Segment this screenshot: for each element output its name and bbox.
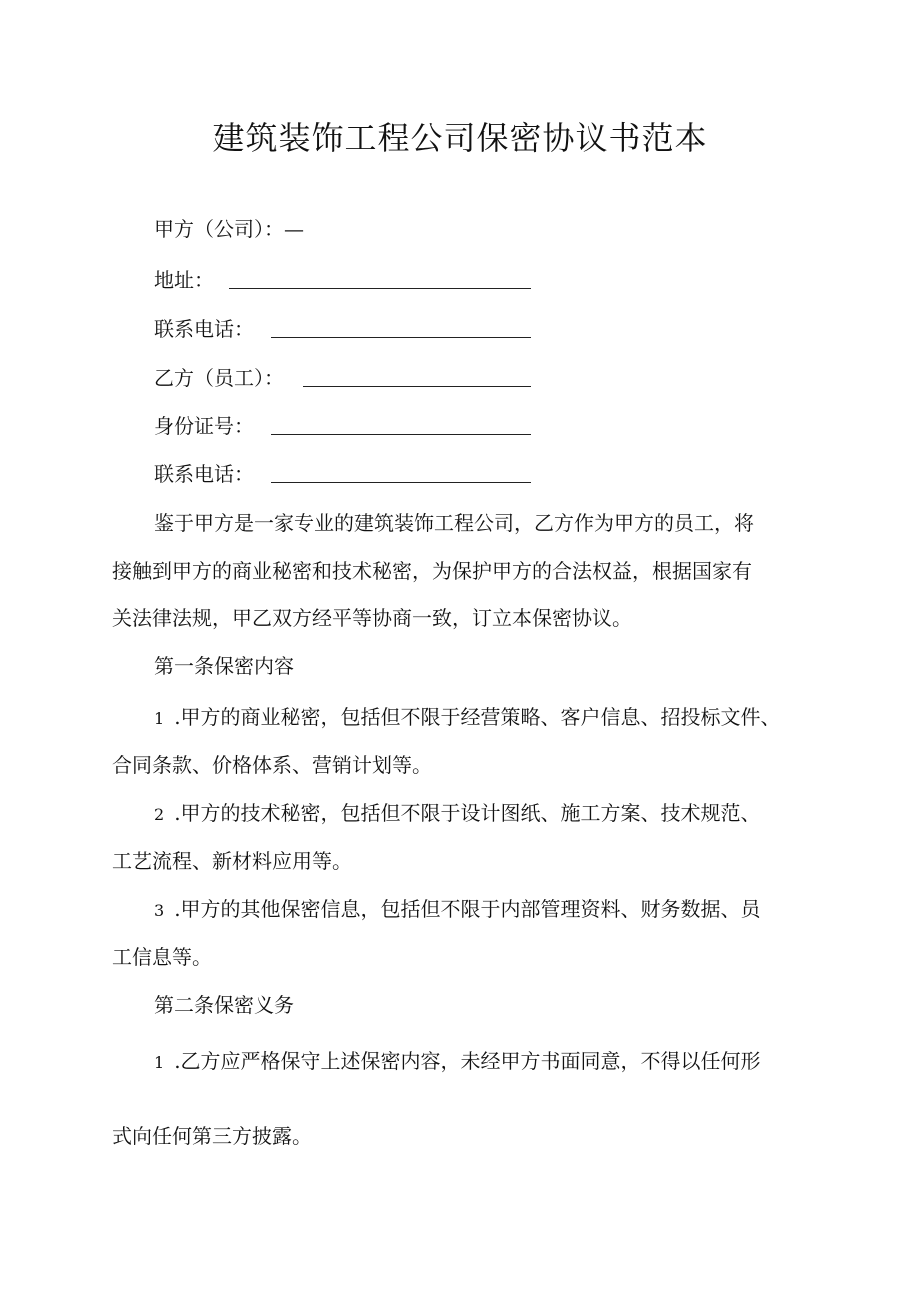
article-1-item-3-cont: 工信息等。 [112,945,212,969]
party-b-label: 乙方（员工）： [154,366,284,390]
address-blank-line[interactable] [229,288,531,289]
preamble-line-3: 关法律法规，甲乙双方经平等协商一致，订立本保密协议。 [112,606,632,630]
party-a-phone-label: 联系电话： [154,317,254,341]
item-number: 3 [154,901,165,920]
article-2-heading: 第二条保密义务 [154,993,294,1017]
item-text: .甲方的商业秘密，包括但不限于经营策略、客户信息、招投标文件、 [174,705,781,729]
article-1-item-1-cont: 合同条款、价格体系、营销计划等。 [112,753,432,777]
article-1-item-2 [154,799,761,829]
address-label: 地址： [154,268,214,292]
item-number: 2 [154,805,165,824]
article-1-item-3 [154,895,761,925]
item-text: .甲方的其他保密信息，包括但不限于内部管理资料、财务数据、员 [174,897,761,921]
item-number: 1 [154,709,165,728]
party-b-blank-line[interactable] [303,386,531,387]
article-1-item-2-cont: 工艺流程、新材料应用等。 [112,849,352,873]
party-b-phone-label: 联系电话： [154,462,254,486]
id-number-label: 身份证号： [154,414,254,438]
item-text: .甲方的技术秘密，包括但不限于设计图纸、施工方案、技术规范、 [174,801,761,825]
preamble-line-2: 接触到甲方的商业秘密和技术秘密，为保护甲方的合法权益，根据国家有 [112,559,752,583]
id-number-blank-line[interactable] [271,434,531,435]
item-text: .乙方应严格保守上述保密内容，未经甲方书面同意，不得以任何形 [174,1049,761,1073]
article-1-item-1 [154,703,781,733]
party-b-phone-blank-line[interactable] [271,482,531,483]
party-a-phone-blank-line[interactable] [271,337,531,338]
preamble-line-1: 鉴于甲方是一家专业的建筑装饰工程公司，乙方作为甲方的员工，将 [154,511,754,535]
item-number: 1 [154,1053,165,1072]
article-2-item-1 [154,1047,761,1077]
article-2-item-1-cont: 式向任何第三方披露。 [112,1124,312,1148]
document-title: 建筑装饰工程公司保密协议书范本 [212,119,708,157]
article-1-heading: 第一条保密内容 [154,654,294,678]
party-a-label: 甲方（公司）：— [154,217,304,241]
